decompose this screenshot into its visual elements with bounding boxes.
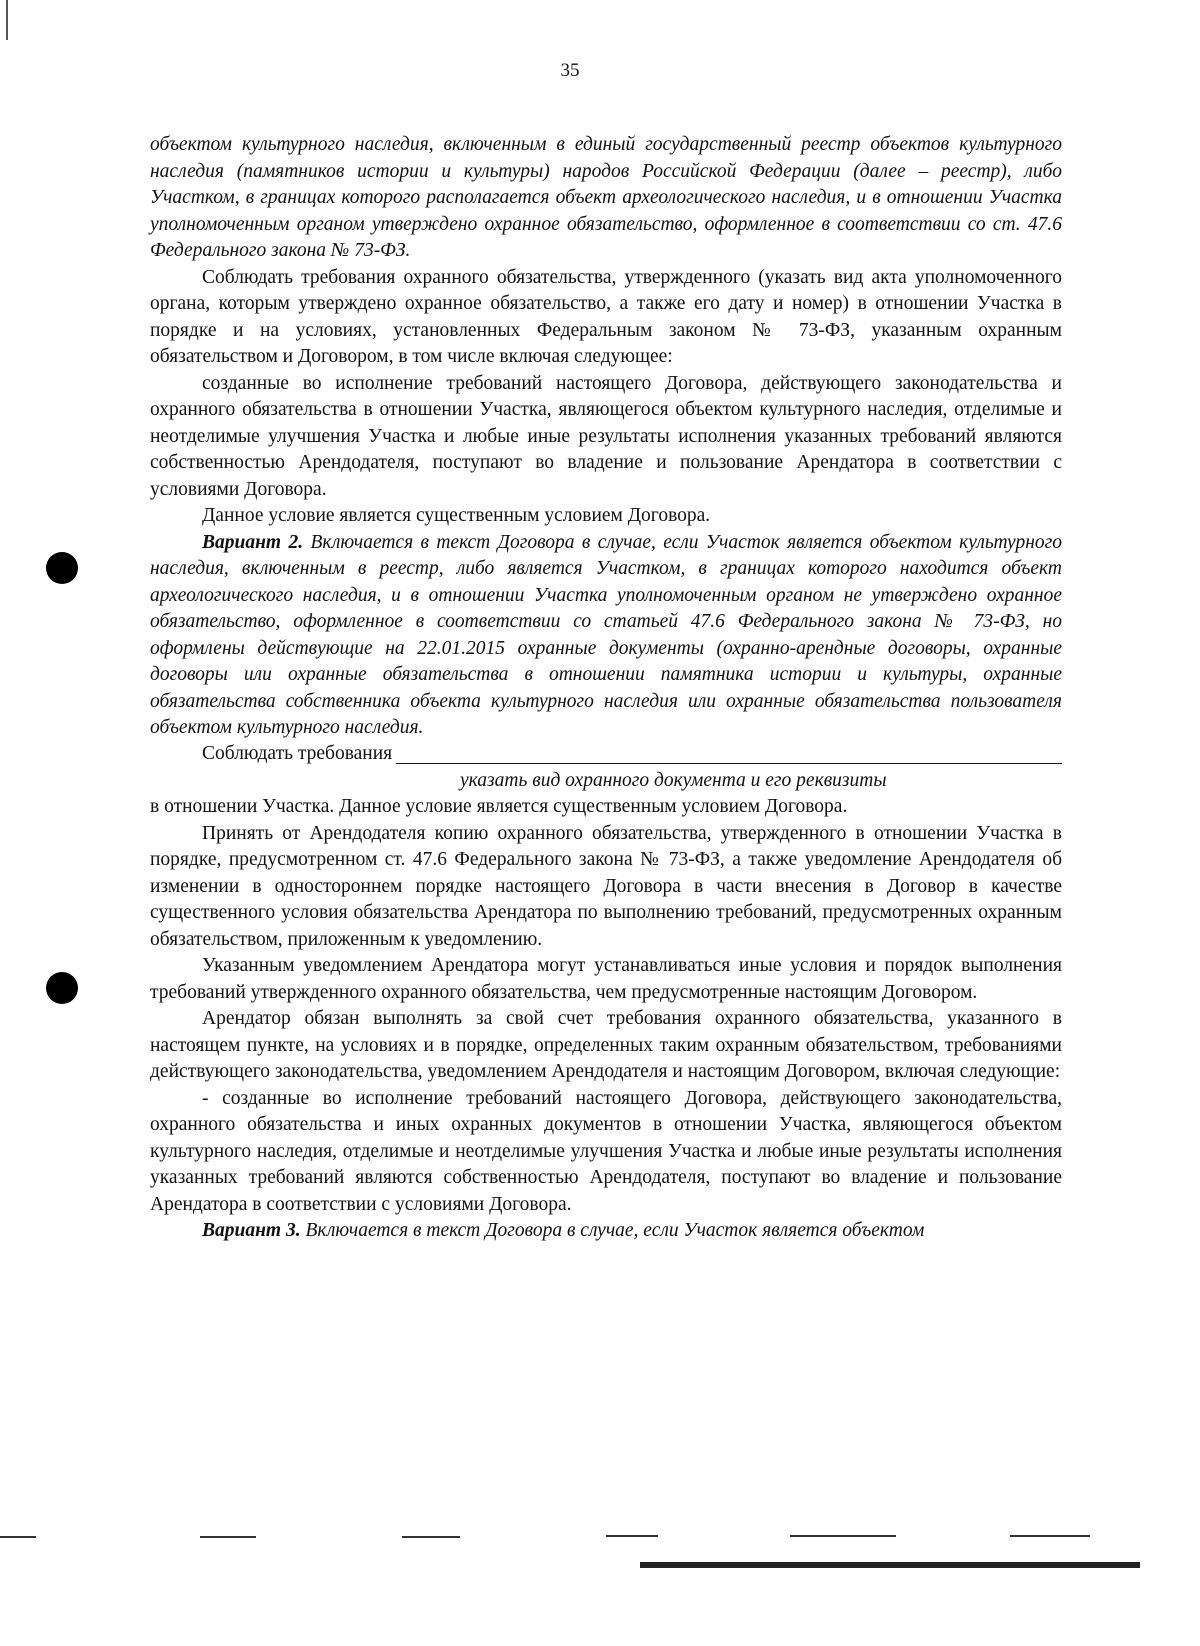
paragraph-comply-obligation: Соблюдать требования охранного обязательства, утвержденного (указать вид акта уполномоченного органа, которым утверждено охранное обязательство, а также его дату и номер) в отношении Участка в порядке и на условиях, установленных Федеральным законом № 73-ФЗ, указанным охранным обязательством и Договором, в том числе включая следующее: xyxy=(150,266,1062,367)
scan-dash xyxy=(402,1536,460,1538)
hole-punch-mark-top xyxy=(46,552,78,584)
fill-in-line xyxy=(150,742,1062,768)
paragraph-improvements-list-item: - созданные во исполнение требований настоящего Договора, действующего законодательства, охранного обязательства и иных охранных документов в отношении Участка, являющегося объектом культурного наследия, отделимые и неотделимые улучшения Участка и любые иные результаты исполнения указанных требований являются собственностью Арендодателя, поступают во владение и пользование Арендатора в соответствии с условиями Договора. xyxy=(150,1087,1062,1215)
fill-in-caption: указать вид охранного документа и его реквизиты xyxy=(460,769,887,791)
scan-bottom-edge xyxy=(640,1562,1140,1568)
variant-2-label: Вариант 2. xyxy=(202,531,304,553)
scan-dash xyxy=(606,1535,658,1537)
document-body xyxy=(150,132,1062,1245)
fill-in-blank xyxy=(396,763,1062,764)
scan-dash xyxy=(790,1535,896,1537)
fill-in-label: Соблюдать требования xyxy=(202,743,393,764)
paragraph-essential-condition: Данное условие является существенным условием Договора. xyxy=(202,505,711,526)
variant-2-text: Включается в текст Договора в случае, если Участок является объектом культурного наследия, включенным в реестр, либо является Участком, в границах которого находится объект археологического наследия, и в отношении Участка уполномоченным органом не утверждено охранное обязательство, оформленное в соответствии со статьей 47.6 Федерального закона № 73-ФЗ, но оформлены действующие на 22.01.2015 охранные документы (охранно-арендные договоры, охранные договоры или охранные обязательства в отношении памятника истории и культуры, охранные обязательства собственника объекта культурного наследия или охранные обязательства пользователя объектом культурного наследия. xyxy=(150,531,1062,738)
paragraph-notification-conditions: Указанным уведомлением Арендатора могут устанавливаться иные условия и порядок выполнения требований утвержденного охранного обязательства, чем предусмотренные настоящим Договором. xyxy=(150,955,1062,1003)
paragraph-regarding-plot: в отношении Участка. Данное условие является существенным условием Договора. xyxy=(150,796,848,817)
variant-3-label: Вариант 3. xyxy=(202,1220,301,1241)
scan-margin-mark xyxy=(6,0,8,40)
paragraph-variant-3 xyxy=(150,1218,1062,1245)
paragraph-accept-copy: Принять от Арендодателя копию охранного обязательства, утвержденного в отношении Участка в порядке, предусмотренном ст. 47.6 Федерального закона № 73-ФЗ, а также уведомление Арендодателя об изменении в одностороннем порядке настоящего Договора в части внесения в Договор в качестве существенного условия обязательства Арендатора по выполнению требований, предусмотренных охранным обязательством, приложенным к уведомлению. xyxy=(150,822,1062,950)
paragraph-intro-continuation: объектом культурного наследия, включенным в единый государственный реестр объектов культурного наследия (памятников истории и культуры) народов Российской Федерации (далее – реестр), либо Участком, в границах которого располагается объект археологического наследия, и в отношении Участка уполномоченным органом утверждено охранное обязательство, оформленное в соответствии со ст. 47.6 Федерального закона № 73-ФЗ. xyxy=(150,134,1062,261)
paragraph-variant-2 xyxy=(150,530,1062,742)
hole-punch-mark-bottom xyxy=(46,972,78,1004)
paragraph-tenant-obliged: Арендатор обязан выполнять за свой счет требования охранного обязательства, указанного в настоящем пункте, на условиях и в порядке, определенных таким охранным обязательством, требованиями действующего законодательства, уведомлением Арендодателя и настоящим Договором, включая следующие: xyxy=(150,1008,1062,1082)
paragraph-improvements: созданные во исполнение требований настоящего Договора, действующего законодательства и охранного обязательства в отношении Участка, являющегося объектом культурного наследия, отделимые и неотделимые улучшения Участка и любые иные результаты исполнения указанных требований являются собственностью Арендодателя, поступают во владение и пользование Арендатора в соответствии с условиями Договора. xyxy=(150,372,1062,500)
scan-dash xyxy=(1010,1535,1090,1537)
variant-3-text: Включается в текст Договора в случае, если Участок является объектом xyxy=(305,1220,925,1241)
scan-dash xyxy=(200,1536,256,1538)
page-number: 35 xyxy=(560,60,580,81)
scan-dash xyxy=(0,1536,36,1538)
